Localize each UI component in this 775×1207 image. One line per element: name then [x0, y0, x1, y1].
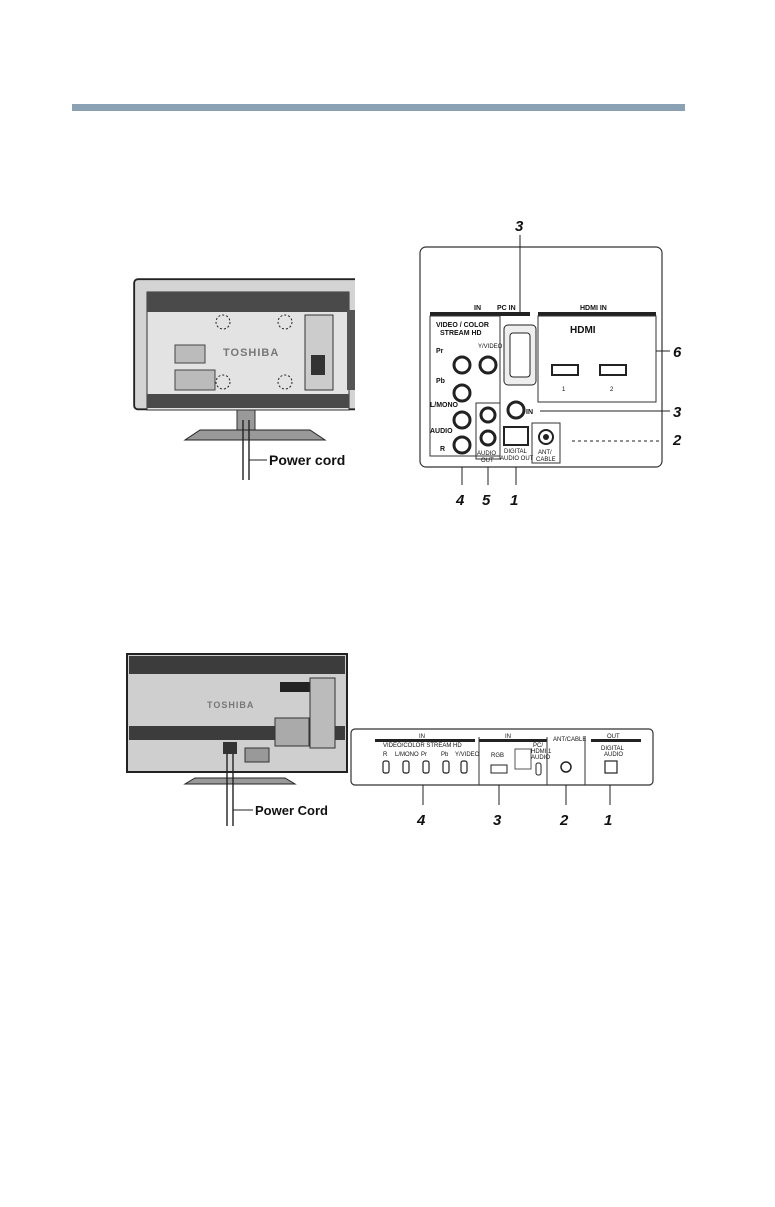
- label-in-mid: IN: [505, 734, 511, 740]
- label-digital: DIGITAL: [504, 449, 527, 455]
- power-cord-label-2: Power Cord: [255, 803, 328, 818]
- label-hdmi-in: HDMI IN: [580, 305, 607, 312]
- tv-back-illustration-2: [125, 650, 355, 830]
- callout-2: 2: [673, 432, 682, 449]
- label-cable: CABLE: [536, 457, 556, 463]
- label-rgb: RGB: [491, 753, 505, 759]
- label-in: IN: [474, 305, 481, 312]
- callout-1-fig2: 1: [604, 812, 613, 829]
- label-r: R: [440, 446, 446, 453]
- tv-logo: TOSHIBA: [223, 347, 280, 359]
- hdmi-logo: HDMI: [570, 325, 596, 336]
- label-r-2: R: [383, 752, 388, 758]
- callout-1: 1: [510, 492, 519, 509]
- tv-back-illustration-1: [125, 270, 355, 485]
- callout-5: 5: [482, 492, 491, 509]
- label-pc: PC/: [533, 743, 544, 749]
- label-pc-in: PC IN: [497, 305, 516, 312]
- label-audio: AUDIO: [430, 428, 453, 435]
- connector-panel-2: [345, 725, 665, 840]
- label-lmono: L/MONO: [430, 402, 458, 409]
- callout-6: 6: [673, 344, 682, 361]
- callout-3-top: 3: [515, 218, 524, 235]
- label-pr: Pr: [436, 348, 444, 355]
- label-digital-1: DIGITAL: [601, 746, 624, 752]
- label-hdmi-2: 2: [610, 387, 614, 393]
- tv-logo-2: TOSHIBA: [207, 700, 255, 710]
- label-pb: Pb: [436, 378, 445, 385]
- label-hdmi-1: 1: [562, 387, 566, 393]
- label-out: OUT: [481, 458, 494, 464]
- label-out-2: OUT: [607, 734, 620, 740]
- label-stream-hd: STREAM HD: [440, 330, 482, 337]
- power-cord-label: Power cord: [269, 452, 346, 468]
- label-yvideo-2: Y/VIDEO: [455, 752, 480, 758]
- label-audio-out: AUDIO: [477, 451, 497, 457]
- header-rule: [72, 104, 685, 111]
- label-hdmi1: HDMI 1: [531, 749, 552, 755]
- label-yvideo: Y/VIDEO: [478, 344, 503, 350]
- connector-panel-1: [400, 215, 700, 515]
- label-ant: ANT/: [538, 450, 552, 456]
- label-digital-2: AUDIO: [604, 752, 624, 758]
- callout-3-fig2: 3: [493, 812, 502, 829]
- label-in-left: IN: [419, 734, 425, 740]
- callout-3-right: 3: [673, 404, 682, 421]
- label-pc-audio: AUDIO: [531, 755, 551, 761]
- callout-4: 4: [456, 492, 465, 509]
- label-ant-cable: ANT/CABLE: [553, 737, 587, 743]
- label-pb-2: Pb: [441, 752, 449, 758]
- callout-4-fig2: 4: [417, 812, 426, 829]
- label-video-color: VIDEO / COLOR: [436, 322, 489, 329]
- label-in-small: IN: [526, 409, 533, 416]
- label-audio-out-2: AUDIO OUT: [500, 456, 534, 462]
- label-pr-2: Pr: [421, 752, 427, 758]
- callout-2-fig2: 2: [560, 812, 569, 829]
- label-video-color-2: VIDEO/COLOR STREAM HD: [383, 743, 462, 749]
- label-lmono-2: L/MONO: [395, 752, 419, 758]
